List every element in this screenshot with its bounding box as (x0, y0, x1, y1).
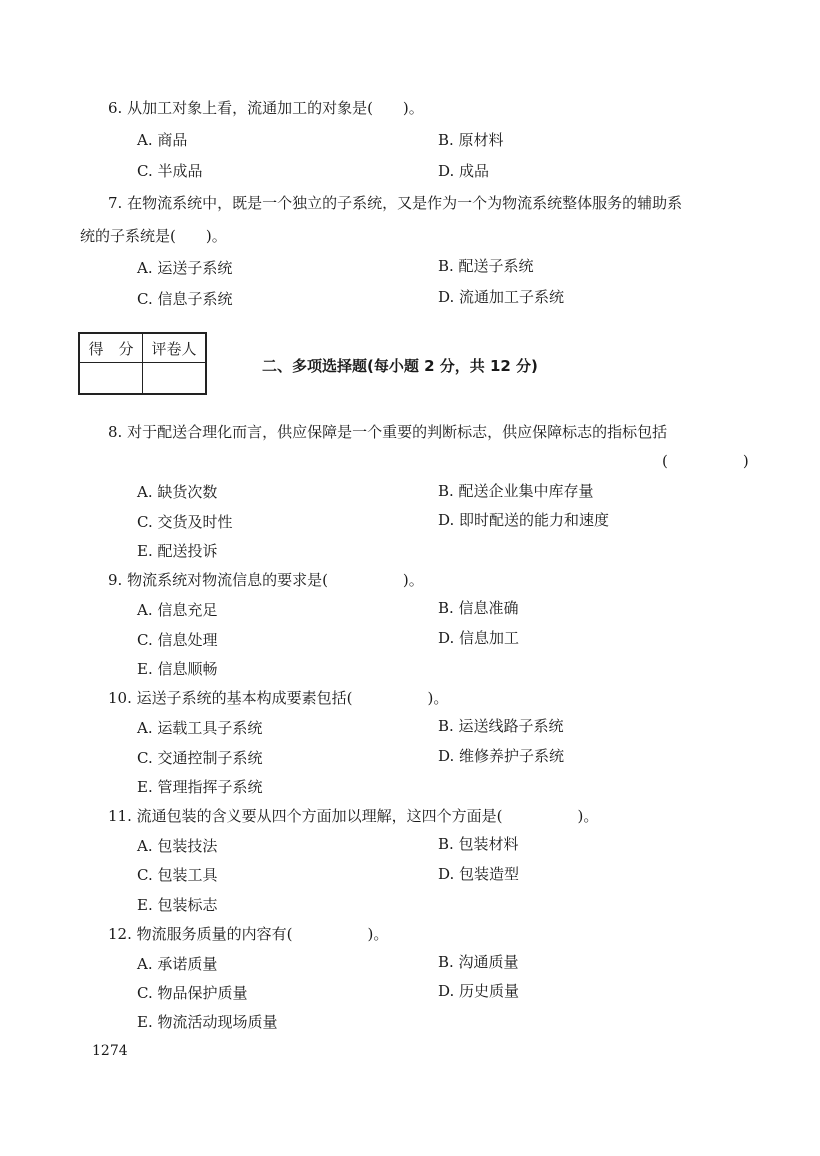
question-9-option-b: B. 信息准确 (438, 599, 519, 617)
question-7-option-a: A. 运送子系统 (137, 259, 233, 277)
question-10-option-d: D. 维修养护子系统 (438, 747, 565, 765)
question-8-option-e: E. 配送投诉 (137, 542, 218, 560)
question-9-option-c: C. 信息处理 (137, 631, 218, 649)
question-7-option-b: B. 配送子系统 (438, 257, 534, 275)
question-10-option-c: C. 交通控制子系统 (137, 749, 263, 767)
question-9-option-d: D. 信息加工 (438, 629, 520, 647)
question-11-option-d: D. 包装造型 (438, 865, 520, 883)
question-8-option-d: D. 即时配送的能力和速度 (438, 511, 610, 529)
grader-label: 评卷人 (143, 333, 207, 363)
question-11-option-e: E. 包装标志 (137, 896, 218, 914)
question-12-option-c: C. 物品保护质量 (137, 984, 248, 1002)
question-6-option-b: B. 原材料 (438, 131, 504, 149)
score-cell[interactable] (79, 363, 143, 395)
question-8-answer-paren: ( ) (662, 452, 749, 470)
question-7-option-c: C. 信息子系统 (137, 290, 233, 308)
score-label: 得 分 (79, 333, 143, 363)
question-12-option-a: A. 承诺质量 (137, 955, 218, 973)
question-7-stem-line1: 7. 在物流系统中，既是一个独立的子系统，又是作为一个为物流系统整体服务的辅助系 (108, 194, 683, 212)
question-7-stem-line2: 统的子系统是( )。 (80, 227, 227, 245)
question-6-stem: 6. 从加工对象上看，流通加工的对象是( )。 (108, 99, 424, 117)
question-10-stem: 10. 运送子系统的基本构成要素包括( )。 (108, 689, 449, 707)
question-12-option-d: D. 历史质量 (438, 982, 520, 1000)
question-11-option-a: A. 包装技法 (137, 837, 218, 855)
question-9-option-e: E. 信息顺畅 (137, 660, 218, 678)
question-6-option-a: A. 商品 (137, 131, 188, 149)
grader-cell[interactable] (143, 363, 207, 395)
question-8-stem: 8. 对于配送合理化而言，供应保障是一个重要的判断标志，供应保障标志的指标包括 (108, 423, 668, 441)
question-11-option-b: B. 包装材料 (438, 835, 519, 853)
question-11-option-c: C. 包装工具 (137, 866, 218, 884)
question-9-option-a: A. 信息充足 (137, 601, 218, 619)
question-10-option-b: B. 运送线路子系统 (438, 717, 564, 735)
question-6-option-d: D. 成品 (438, 162, 490, 180)
question-9-stem: 9. 物流系统对物流信息的要求是( )。 (108, 571, 424, 589)
question-7-option-d: D. 流通加工子系统 (438, 288, 565, 306)
question-10-option-e: E. 管理指挥子系统 (137, 778, 263, 796)
section-title: 二、多项选择题(每小题 2 分，共 12 分) (262, 357, 538, 375)
question-6-option-c: C. 半成品 (137, 162, 203, 180)
question-12-stem: 12. 物流服务质量的内容有( )。 (108, 925, 389, 943)
question-10-option-a: A. 运载工具子系统 (137, 719, 263, 737)
question-12-option-e: E. 物流活动现场质量 (137, 1013, 278, 1031)
question-12-option-b: B. 沟通质量 (438, 953, 519, 971)
score-table (78, 332, 207, 395)
page-number: 1274 (92, 1043, 128, 1059)
question-8-option-b: B. 配送企业集中库存量 (438, 482, 594, 500)
question-8-option-c: C. 交货及时性 (137, 513, 233, 531)
question-11-stem: 11. 流通包装的含义要从四个方面加以理解，这四个方面是( )。 (108, 807, 599, 825)
question-8-option-a: A. 缺货次数 (137, 483, 218, 501)
